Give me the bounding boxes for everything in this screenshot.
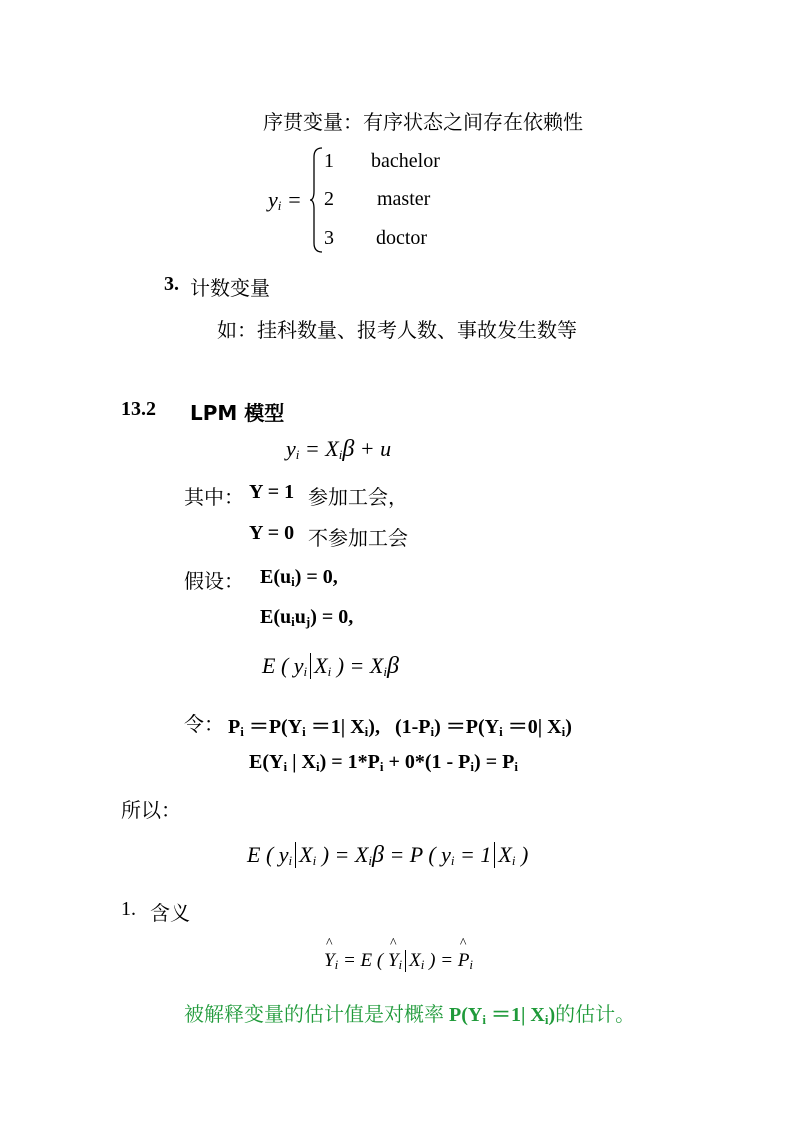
so-label: 所以：	[121, 798, 181, 822]
case-1-label: bachelor	[371, 150, 440, 172]
assume-label: 假设：	[184, 569, 244, 593]
lpm-probability-equation: E ( $y_i$ $X_i$ ) = $X_i\beta = P$ ( $y_i = 1$ $X_i$ )	[247, 842, 529, 868]
meaning-number: 1.	[121, 898, 136, 920]
lpm-equation: $y_i = X_i\beta + u$	[286, 436, 392, 462]
let-label: 令：	[184, 712, 224, 736]
conclusion-line: 被解释变量的估计值是对概率 $P(Y_i =1|$ $X_i$)的估计。	[184, 1002, 636, 1027]
probability-defs: $P_i =P(Y_i =1|$ $X_i$), $(1-P_i) =P(Y_i =0|$ $X_i$)	[228, 716, 572, 739]
fitted-value-equation: ^ $Y_i = E$ ( ^ $Y_i$ $X_i$ ) = ^ $P_i$	[324, 950, 473, 973]
section-title: LPM 模型	[190, 401, 285, 425]
y1-text: 参加工会，	[308, 485, 408, 509]
y0-def: Y = 0	[249, 522, 295, 544]
where-label: 其中：	[184, 485, 244, 509]
y0-text: 不参加工会	[308, 526, 408, 550]
y1-def: Y = 1	[249, 481, 295, 503]
expectation-derivation: $E(Y_i$ | $X_i) = 1*P_i + 0*(1 - P_i) = P_i$	[249, 751, 518, 774]
meaning-heading: 含义	[150, 901, 190, 925]
piecewise-lhs: $y_i$ =	[268, 187, 302, 213]
ordinal-heading: 序贯变量：有序状态之间存在依赖性	[263, 110, 583, 134]
case-1-number: 1	[324, 150, 334, 172]
count-example: 如：挂科数量、报考人数、事故发生数等	[217, 318, 577, 342]
conditional-expectation: E ( $y_i$ $X_i$ ) = $X_i\beta$	[262, 653, 399, 679]
case-2-number: 2	[324, 188, 334, 210]
count-heading: 计数变量	[190, 276, 270, 300]
assumption-2: $E(u_iu_j) = 0$,	[260, 606, 354, 629]
section-number: 13.2	[121, 398, 156, 420]
case-2-label: master	[377, 188, 431, 210]
count-heading-number: 3.	[164, 273, 179, 295]
case-3-label: doctor	[376, 227, 428, 249]
assumption-1: $E(u_i) = 0$,	[260, 566, 338, 589]
case-3-number: 3	[324, 227, 334, 249]
